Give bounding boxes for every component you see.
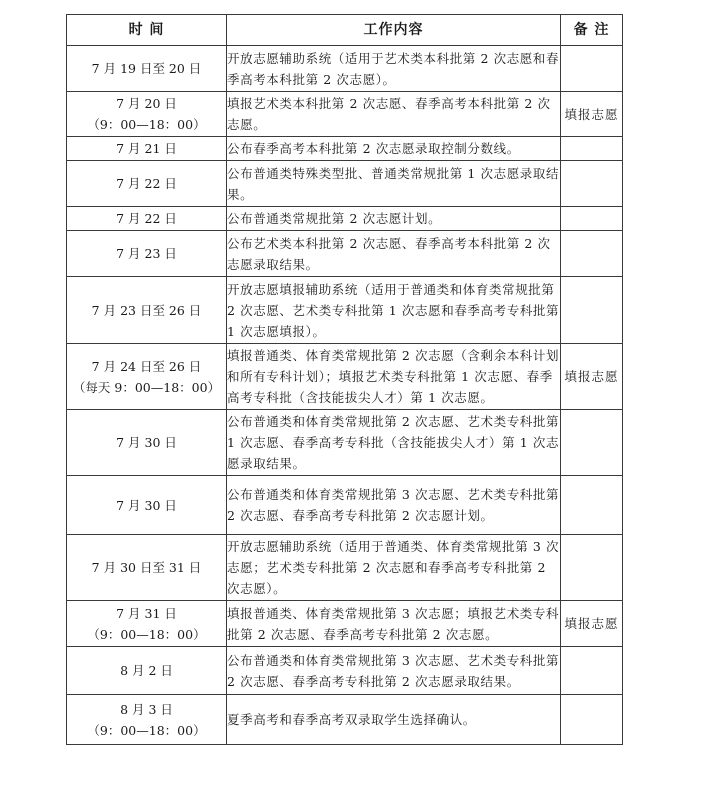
content-cell: 填报艺术类本科批第 2 次志愿、春季高考本科批第 2 次志愿。 [227,92,561,137]
table-row [67,137,623,161]
content-cell: 公布普通类特殊类型批、普通类常规批第 1 次志愿录取结果。 [227,161,561,207]
content-cell: 公布普通类常规批第 2 次志愿计划。 [227,207,561,231]
header-remark: 备 注 [561,15,623,46]
table-row [67,601,623,647]
remark-cell [561,231,623,277]
content-cell: 开放志愿辅助系统（适用于普通类、体育类常规批第 3 次志愿；艺术类专科批第 2 次志愿和春季高考专科批第 2 次志愿）。 [227,535,561,601]
table-row [67,46,623,92]
time-cell: 7 月 31 日 （9：00—18：00） [67,601,227,647]
remark-cell [561,46,623,92]
time-cell: 7 月 30 日 [67,410,227,476]
content-cell: 填报普通类、体育类常规批第 3 次志愿；填报艺术类专科批第 2 次志愿、春季高考专科批第 2 次志愿。 [227,601,561,647]
time-cell: 7 月 23 日 [67,231,227,277]
remark-cell [561,207,623,231]
time-cell: 7 月 24 日至 26 日 （每天 9：00—18：00） [67,344,227,410]
table-row [67,695,623,745]
remark-cell [561,137,623,161]
time-cell: 8 月 3 日 （9：00—18：00） [67,695,227,745]
remark-cell [561,647,623,695]
time-cell: 7 月 22 日 [67,207,227,231]
table-row [67,231,623,277]
header-time: 时 间 [67,15,227,46]
table-row [67,535,623,601]
content-cell: 开放志愿辅助系统（适用于艺术类本科批第 2 次志愿和春季高考本科批第 2 次志愿）。 [227,46,561,92]
table-row [67,344,623,410]
remark-cell [561,476,623,535]
table-header-row [67,15,623,46]
content-cell: 夏季高考和春季高考双录取学生选择确认。 [227,695,561,745]
content-cell: 公布普通类和体育类常规批第 3 次志愿、艺术类专科批第 2 次志愿、春季高考专科批第 2 次志愿计划。 [227,476,561,535]
time-cell: 7 月 30 日 [67,476,227,535]
time-cell: 8 月 2 日 [67,647,227,695]
table-row [67,277,623,344]
schedule-table [66,14,623,745]
content-cell: 公布春季高考本科批第 2 次志愿录取控制分数线。 [227,137,561,161]
content-cell: 公布普通类和体育类常规批第 3 次志愿、艺术类专科批第 2 次志愿、春季高考专科批第 2 次志愿录取结果。 [227,647,561,695]
time-cell: 7 月 23 日至 26 日 [67,277,227,344]
remark-cell [561,161,623,207]
table-row [67,207,623,231]
table-row [67,92,623,137]
content-cell: 公布艺术类本科批第 2 次志愿、春季高考本科批第 2 次志愿录取结果。 [227,231,561,277]
table-row [67,161,623,207]
content-cell: 开放志愿填报辅助系统（适用于普通类和体育类常规批第 2 次志愿、艺术类专科批第 1 次志愿和春季高考专科批第 1 次志愿填报）。 [227,277,561,344]
remark-cell [561,535,623,601]
time-cell: 7 月 30 日至 31 日 [67,535,227,601]
remark-cell [561,277,623,344]
time-cell: 7 月 20 日 （9：00—18：00） [67,92,227,137]
header-content: 工作内容 [227,15,561,46]
remark-cell: 填报志愿 [561,344,623,410]
remark-cell: 填报志愿 [561,92,623,137]
table-row [67,647,623,695]
remark-cell [561,410,623,476]
time-cell: 7 月 21 日 [67,137,227,161]
remark-cell: 填报志愿 [561,601,623,647]
content-cell: 公布普通类和体育类常规批第 2 次志愿、艺术类专科批第 1 次志愿、春季高考专科批（含技能拔尖人才）第 1 次志愿录取结果。 [227,410,561,476]
time-cell: 7 月 22 日 [67,161,227,207]
content-cell: 填报普通类、体育类常规批第 2 次志愿（含剩余本科计划和所有专科计划）；填报艺术类专科批第 1 次志愿、春季高考专科批（含技能拔尖人才）第 1 次志愿。 [227,344,561,410]
table-row [67,410,623,476]
table-row [67,476,623,535]
time-cell: 7 月 19 日至 20 日 [67,46,227,92]
remark-cell [561,695,623,745]
